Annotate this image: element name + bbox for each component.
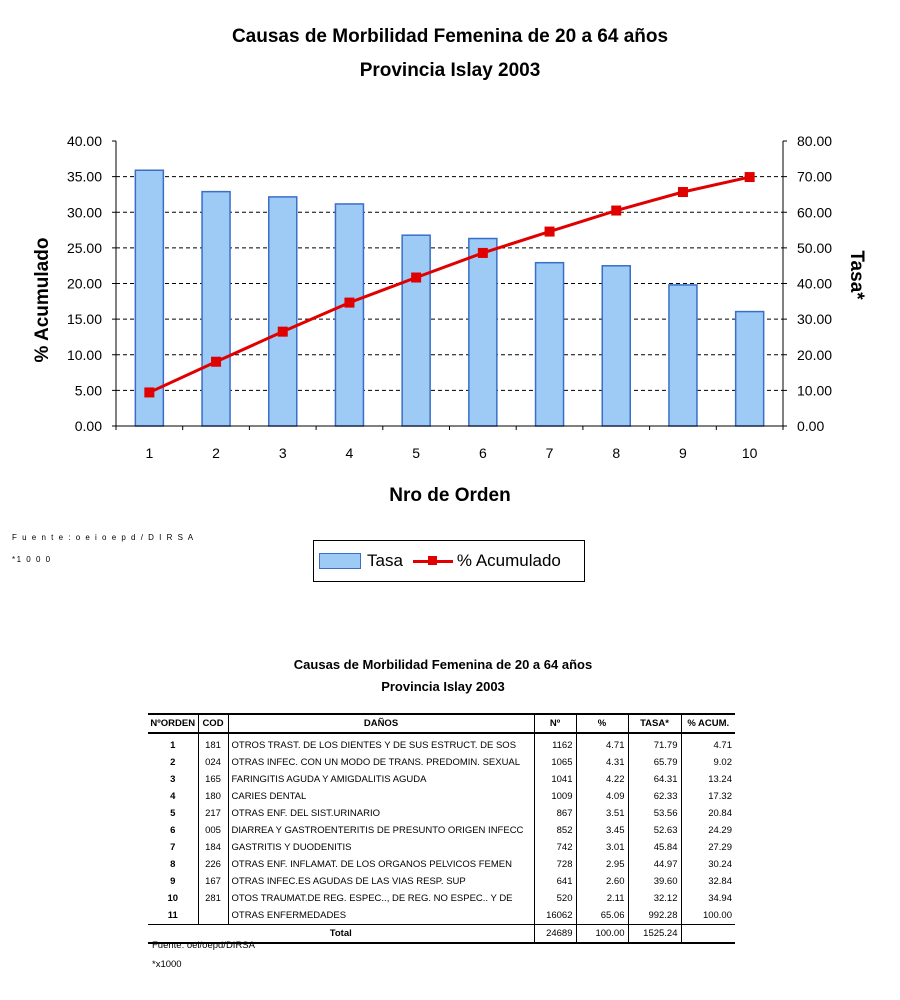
point-acumulado — [611, 206, 621, 216]
table-row — [148, 839, 735, 856]
cell-tasa: 53.56 — [628, 805, 681, 822]
point-acumulado — [411, 273, 421, 283]
cell-dano: DIARREA Y GASTROENTERITIS DE PRESUNTO ORIGEN INFECC — [228, 822, 534, 839]
cell-tasa: 71.79 — [628, 733, 681, 754]
cell-acum: 4.71 — [713, 740, 732, 751]
line-acumulado — [149, 177, 749, 392]
table-row — [148, 788, 735, 805]
y-left-tick-label: 0.00 — [74, 418, 102, 434]
cell-n: 1065 — [534, 754, 576, 771]
table-row — [148, 822, 735, 839]
cell-pct: 2.11 — [576, 890, 628, 907]
cell-n: 641 — [534, 873, 576, 890]
col-header-n: Nº — [534, 714, 576, 733]
cell-pct: 4.09 — [576, 788, 628, 805]
table-row — [148, 890, 735, 907]
cell-orden: 6 — [148, 822, 198, 839]
y-right-tick-label: 0.00 — [797, 418, 825, 434]
cell-cod: 180 — [198, 788, 228, 805]
table-row — [148, 856, 735, 873]
cell-orden: 8 — [148, 856, 198, 873]
y-left-axis-title: % Acumulado — [32, 237, 53, 363]
cell-dano: OTRAS ENF. INFLAMAT. DE LOS ORGANOS PELVICOS FEMEN — [228, 856, 534, 873]
morbidity-table — [148, 713, 735, 944]
cell-orden: 1 — [148, 733, 198, 754]
col-header-acum: % ACUM. — [681, 714, 735, 733]
table-subtitle: Provincia Islay 2003 — [381, 679, 505, 694]
bar-tasa — [269, 197, 297, 426]
cell-acum: 27.29 — [708, 842, 732, 853]
point-acumulado — [278, 327, 288, 337]
cell-n: 728 — [534, 856, 576, 873]
bar-tasa — [602, 266, 630, 426]
cell-acum: 24.29 — [708, 825, 732, 836]
cell-pct: 4.71 — [576, 733, 628, 754]
total-tasa: 1525.24 — [628, 925, 681, 944]
cell-tasa: 62.33 — [628, 788, 681, 805]
table-row — [148, 754, 735, 771]
y-right-tick-label: 40.00 — [797, 275, 833, 292]
cell-tasa: 52.63 — [628, 822, 681, 839]
table-header-row — [148, 714, 735, 733]
chart-factor-note: *1 0 0 0 — [12, 555, 52, 564]
cell-cod: 217 — [198, 805, 228, 822]
bar-tasa — [402, 235, 430, 426]
cell-n: 742 — [534, 839, 576, 856]
table-row — [148, 907, 735, 925]
point-acumulado — [678, 187, 688, 197]
cell-n: 520 — [534, 890, 576, 907]
cell-dano: OTRAS ENF. DEL SIST.URINARIO — [228, 805, 534, 822]
x-tick-label: 1 — [145, 445, 154, 461]
cell-tasa: 44.97 — [628, 856, 681, 873]
col-header-tasa: TASA* — [628, 714, 681, 733]
cell-cod: 226 — [198, 856, 228, 873]
cell-acum: 34.94 — [708, 893, 732, 904]
cell-cod: 005 — [198, 822, 228, 839]
cell-tasa: 45.84 — [628, 839, 681, 856]
col-header-danos: DAÑOS — [228, 714, 534, 733]
table-row — [148, 771, 735, 788]
point-acumulado — [478, 248, 488, 258]
point-acumulado — [144, 387, 154, 397]
x-tick-label: 5 — [412, 445, 421, 461]
y-right-tick-label: 20.00 — [797, 346, 833, 363]
x-tick-label: 8 — [612, 445, 621, 461]
cell-cod: 281 — [198, 890, 228, 907]
cell-orden: 9 — [148, 873, 198, 890]
cell-n: 852 — [534, 822, 576, 839]
total-n: 24689 — [534, 925, 576, 944]
table-source-note: Fuente: oei/oepd/DIRSA — [152, 940, 255, 951]
y-left-tick-label: 30.00 — [66, 204, 102, 221]
cell-acum: 20.84 — [708, 808, 732, 819]
cell-tasa: 65.79 — [628, 754, 681, 771]
cell-orden: 10 — [148, 890, 198, 907]
cell-cod: 181 — [198, 733, 228, 754]
y-left-tick-label: 40.00 — [66, 133, 102, 149]
chart-subtitle: Provincia Islay 2003 — [359, 60, 541, 81]
cell-acum: 9.02 — [713, 757, 732, 768]
x-tick-label: 10 — [741, 445, 758, 461]
x-tick-label: 3 — [278, 445, 287, 461]
cell-orden: 7 — [148, 839, 198, 856]
bar-tasa — [536, 263, 564, 426]
cell-n: 1162 — [534, 733, 576, 754]
y-left-tick-label: 35.00 — [66, 168, 102, 185]
bar-tasa — [202, 192, 230, 426]
cell-orden: 5 — [148, 805, 198, 822]
cell-tasa: 992.28 — [628, 907, 681, 925]
cell-dano: CARIES DENTAL — [228, 788, 534, 805]
table-row — [148, 733, 735, 754]
col-header-orden: NºORDEN — [148, 714, 198, 733]
x-tick-label: 9 — [679, 445, 687, 461]
y-right-tick-label: 70.00 — [797, 168, 833, 185]
cell-acum: 100.00 — [702, 910, 732, 921]
cell-pct: 4.22 — [576, 771, 628, 788]
cell-orden: 4 — [148, 788, 198, 805]
legend-bar-swatch — [319, 553, 361, 569]
legend-label-acumulado: % Acumulado — [456, 551, 561, 570]
total-pct: 100.00 — [576, 925, 628, 944]
legend-label-tasa: Tasa — [367, 551, 403, 570]
cell-n: 16062 — [534, 907, 576, 925]
cell-cod: 165 — [198, 771, 228, 788]
chart-source-note: F u e n t e : o e i o e p d / D I R S A — [12, 533, 195, 542]
cell-acum: 17.32 — [708, 791, 732, 802]
col-header-cod: COD — [198, 714, 228, 733]
y-right-tick-label: 10.00 — [797, 382, 833, 399]
cell-orden: 2 — [148, 754, 198, 771]
bar-tasa — [736, 312, 764, 426]
cell-pct: 2.95 — [576, 856, 628, 873]
y-right-tick-label: 80.00 — [797, 133, 833, 149]
cell-cod: 184 — [198, 839, 228, 856]
table-factor-note: *x1000 — [152, 959, 182, 970]
cell-acum: 30.24 — [708, 859, 732, 870]
cell-pct: 3.45 — [576, 822, 628, 839]
point-acumulado — [344, 298, 354, 308]
y-right-axis-title: Tasa* — [846, 250, 867, 300]
cell-n: 1041 — [534, 771, 576, 788]
cell-orden: 11 — [148, 907, 198, 925]
x-tick-label: 7 — [545, 445, 554, 461]
y-left-tick-label: 20.00 — [66, 275, 102, 292]
cell-pct: 3.51 — [576, 805, 628, 822]
cell-pct: 65.06 — [576, 907, 628, 925]
cell-dano: FARINGITIS AGUDA Y AMIGDALITIS AGUDA — [228, 771, 534, 788]
total-acum — [681, 925, 735, 944]
point-acumulado — [745, 172, 755, 182]
y-left-tick-label: 25.00 — [66, 239, 102, 256]
cell-n: 1009 — [534, 788, 576, 805]
y-left-tick-label: 5.00 — [74, 382, 102, 399]
x-axis-title: Nro de Orden — [389, 485, 511, 506]
cell-pct: 2.60 — [576, 873, 628, 890]
table-title: Causas de Morbilidad Femenina de 20 a 64 años — [293, 657, 593, 672]
cell-pct: 4.31 — [576, 754, 628, 771]
chart-title: Causas de Morbilidad Femenina de 20 a 64 años — [231, 26, 669, 47]
cell-acum: 13.24 — [708, 774, 732, 785]
point-acumulado — [545, 227, 555, 237]
cell-dano: OTRAS INFEC.ES AGUDAS DE LAS VIAS RESP. SUP — [228, 873, 534, 890]
bar-tasa — [669, 285, 697, 426]
cell-dano: OTOS TRAUMAT.DE REG. ESPEC.., DE REG. NO ESPEC.. Y DE — [228, 890, 534, 907]
y-right-tick-label: 50.00 — [797, 239, 833, 256]
bar-tasa — [335, 204, 363, 426]
y-left-tick-label: 10.00 — [66, 346, 102, 363]
cell-acum: 32.84 — [708, 876, 732, 887]
total-label: Total — [148, 925, 534, 944]
table-row — [148, 873, 735, 890]
col-header-pct: % — [576, 714, 628, 733]
cell-dano: OTROS TRAST. DE LOS DIENTES Y DE SUS ESTRUCT. DE SOS — [228, 733, 534, 754]
cell-tasa: 39.60 — [628, 873, 681, 890]
x-tick-label: 2 — [212, 445, 220, 461]
cell-dano: OTRAS INFEC. CON UN MODO DE TRANS. PREDOMIN. SEXUAL — [228, 754, 534, 771]
cell-cod — [198, 907, 228, 925]
cell-cod: 024 — [198, 754, 228, 771]
x-tick-label: 4 — [345, 445, 354, 461]
cell-tasa: 32.12 — [628, 890, 681, 907]
cell-n: 867 — [534, 805, 576, 822]
cell-tasa: 64.31 — [628, 771, 681, 788]
y-right-tick-label: 30.00 — [797, 311, 833, 328]
x-tick-label: 6 — [478, 445, 487, 461]
cell-cod: 167 — [198, 873, 228, 890]
point-acumulado — [211, 357, 221, 367]
chart-legend — [313, 540, 585, 582]
cell-pct: 3.01 — [576, 839, 628, 856]
cell-dano: OTRAS ENFERMEDADES — [228, 907, 534, 925]
bar-tasa — [469, 239, 497, 426]
cell-orden: 3 — [148, 771, 198, 788]
table-row — [148, 805, 735, 822]
y-left-tick-label: 15.00 — [66, 311, 102, 328]
legend-line-swatch — [413, 554, 453, 568]
cell-dano: GASTRITIS Y DUODENITIS — [228, 839, 534, 856]
y-right-tick-label: 60.00 — [797, 204, 833, 221]
